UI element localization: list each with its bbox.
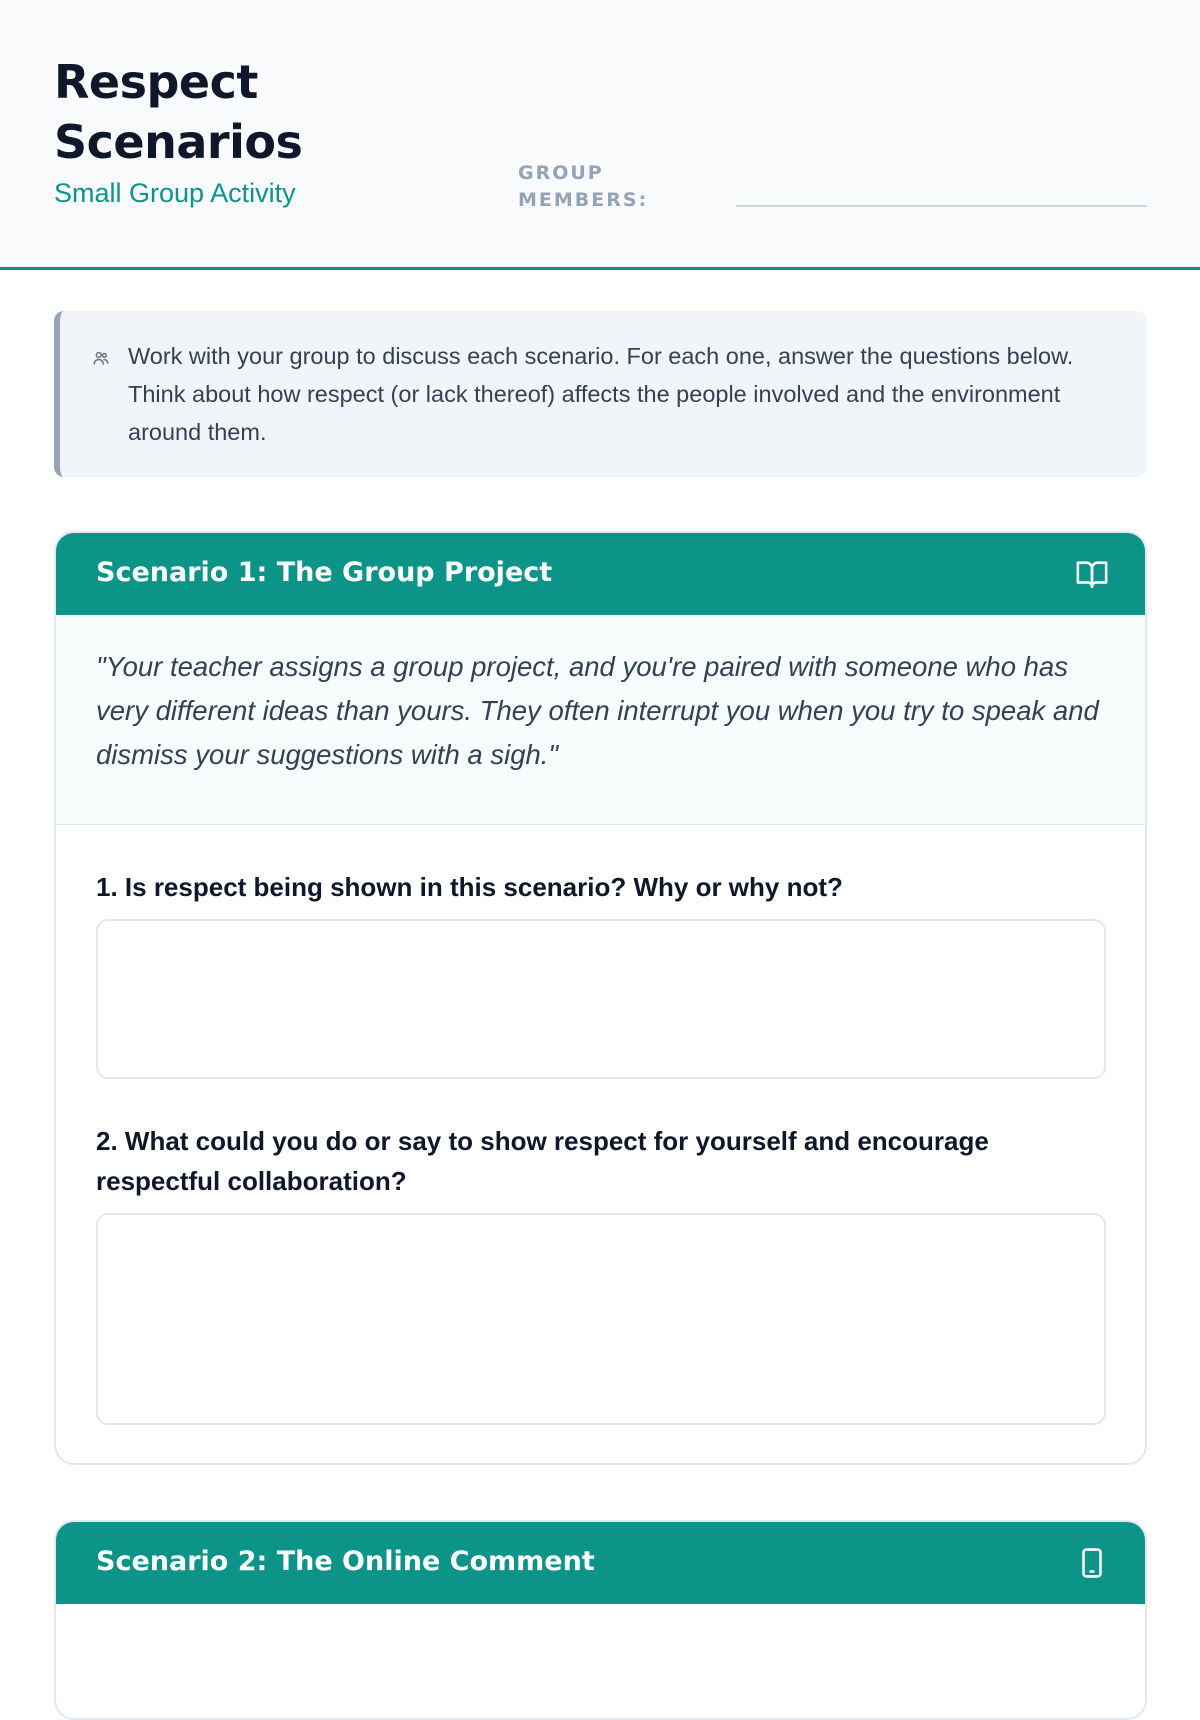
users-icon <box>92 349 110 367</box>
book-open-icon <box>1075 557 1109 591</box>
scenario-quote-area <box>56 615 1145 825</box>
answer-box[interactable] <box>96 919 1106 1079</box>
question-label: 2. What could you do or say to show respect for yourself and encourage respectful collaboration? <box>96 1126 989 1196</box>
smartphone-icon <box>1075 1546 1109 1580</box>
page-title: Respect Scenarios <box>54 55 303 169</box>
scenario-quote: "Your teacher assigns a group project, and you're paired with someone who has very different ideas than yours. They often interrupt you when you try to speak and dismiss your suggestions with a sigh." <box>96 651 1099 770</box>
instructions-text: Work with your group to discuss each scenario. For each one, answer the questions below. Think about how respect (or lack thereof) affects the people involved and the environment around them. <box>128 343 1074 445</box>
scenario-header <box>56 1522 1145 1604</box>
answer-box[interactable] <box>96 1213 1106 1425</box>
group-members-field[interactable] <box>736 205 1147 207</box>
scenario-title: Scenario 1: The Group Project <box>96 557 553 588</box>
worksheet-header <box>0 0 1200 270</box>
page-subtitle: Small Group Activity <box>54 178 296 208</box>
question-label: 1. Is respect being shown in this scenario? Why or why not? <box>96 872 843 902</box>
group-members-label: GROUP MEMBERS: <box>518 162 649 211</box>
instructions-box <box>54 311 1147 477</box>
scenario-title: Scenario 2: The Online Comment <box>96 1546 595 1577</box>
scenario-header <box>56 533 1145 615</box>
scenario-card <box>54 531 1147 1465</box>
scenario-card <box>54 1520 1147 1720</box>
